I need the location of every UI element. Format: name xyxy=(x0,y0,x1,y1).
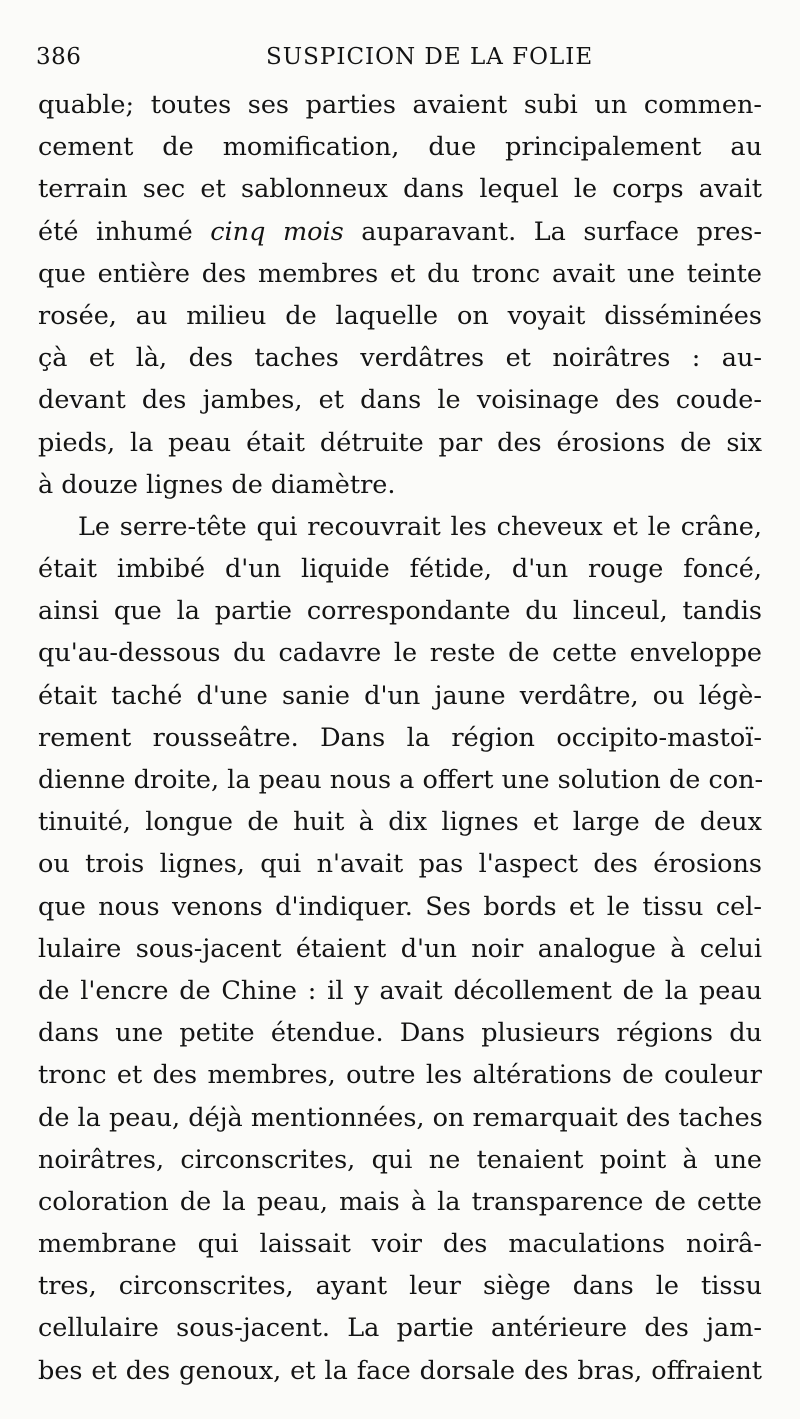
text-line: rement rousseâtre. Dans la région occipito-mastoï- xyxy=(38,722,762,753)
text-line: membrane qui laissait voir des maculations noirâ- xyxy=(38,1229,762,1260)
paragraph-container xyxy=(38,84,762,1392)
text-line: tinuité, longue de huit à dix lignes et large de deux xyxy=(38,807,762,838)
text-line: ainsi que la partie correspondante du linceul, tandis xyxy=(38,596,762,627)
text-line: lulaire sous-jacent étaient d'un noir analogue à celui xyxy=(38,933,762,964)
text-line: noirâtres, circonscrites, qui ne tenaient point à une xyxy=(38,1144,762,1175)
text-line: que nous venons d'indiquer. Ses bords et le tissu cel- xyxy=(38,891,762,922)
text-line: cement de momification, due principalement au xyxy=(38,132,762,163)
text-line: pieds, la peau était détruite par des érosions de six xyxy=(38,427,762,458)
text-line: rosée, au milieu de laquelle on voyait disséminées xyxy=(38,300,762,331)
paragraph xyxy=(38,84,762,506)
text-line: dienne droite, la peau nous a offert une solution de con- xyxy=(38,765,764,795)
text-line: çà et là, des taches verdâtres et noirâtres : au- xyxy=(38,343,762,374)
running-head: SUSPICION DE LA FOLIE xyxy=(266,44,594,70)
text-line: quable; toutes ses parties avaient subi un commen- xyxy=(38,90,762,120)
text-line: tres, circonscrites, ayant leur siège dans le tissu xyxy=(38,1271,762,1302)
text-line: était imbibé d'un liquide fétide, d'un rouge foncé, xyxy=(38,554,762,585)
text-line: ou trois lignes, qui n'avait pas l'aspect des érosions xyxy=(38,849,762,880)
text-line: à douze lignes de diamètre. xyxy=(38,469,396,500)
text-line: Le serre-tête qui recouvrait les cheveux et le crâne, xyxy=(78,511,762,542)
text-line: qu'au-dessous du cadavre le reste de cette enveloppe xyxy=(38,638,762,669)
text-line: terrain sec et sablonneux dans lequel le corps avait xyxy=(38,174,762,205)
page-header xyxy=(36,38,760,78)
text-line: que entière des membres et du tronc avait une teinte xyxy=(38,258,762,289)
text-line: cellulaire sous-jacent. La partie antérieure des jam- xyxy=(38,1313,762,1344)
body-text xyxy=(38,84,762,1392)
text-line: bes et des genoux, et la face dorsale des bras, offraient xyxy=(38,1355,762,1386)
text-line: tronc et des membres, outre les altérations de couleur xyxy=(38,1060,762,1091)
text-line: était taché d'une sanie d'un jaune verdâtre, ou légè- xyxy=(38,680,762,711)
page-number: 386 xyxy=(36,44,82,70)
text-line: été inhumé cinq mois auparavant. La surface pres- xyxy=(38,216,762,247)
text-line: de la peau, déjà mentionnées, on remarquait des taches xyxy=(38,1102,763,1133)
text-line: coloration de la peau, mais à la transparence de cette xyxy=(38,1186,762,1217)
text-line: de l'encre de Chine : il y avait décollement de la peau xyxy=(38,975,762,1006)
text-line: devant des jambes, et dans le voisinage des coude- xyxy=(38,385,762,416)
text-line: dans une petite étendue. Dans plusieurs régions du xyxy=(38,1018,762,1049)
paragraph xyxy=(38,506,762,1392)
